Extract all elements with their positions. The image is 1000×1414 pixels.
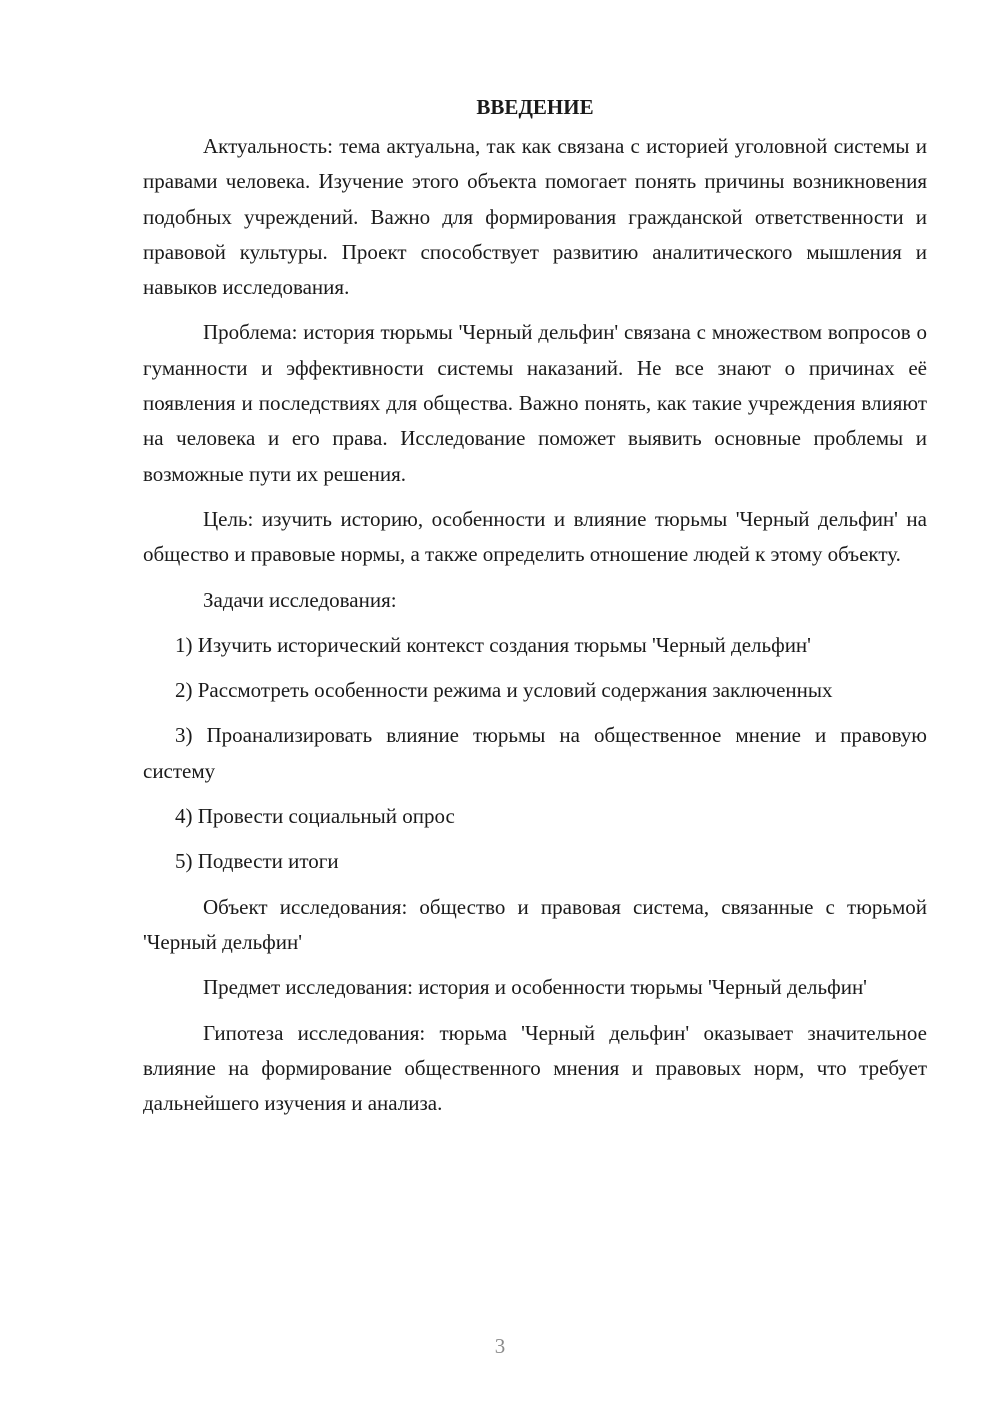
task-item-5: 5) Подвести итоги [175, 849, 339, 874]
task-item-4: 4) Провести социальный опрос [175, 804, 455, 829]
task-item-1: 1) Изучить исторический контекст создания тюрьмы 'Черный дельфин' [175, 632, 811, 657]
tasks-heading: Задачи исследования: [203, 587, 397, 612]
task-item-2: 2) Рассмотреть особенности режима и условий содержания заключенных [175, 678, 833, 703]
paragraph-hypothesis: Гипотеза исследования: тюрьма 'Черный дельфин' оказывает значительное влияние на формирование общественного мнения и правовых норм, что требует дальнейшего изучения и анализа. [143, 1020, 927, 1116]
paragraph-object: Объект исследования: общество и правовая система, связанные с тюрьмой 'Черный дельфин' [143, 894, 927, 954]
paragraph-subject: Предмет исследования: история и особенности тюрьмы 'Черный дельфин' [203, 975, 867, 1000]
page-number: 3 [494, 1334, 506, 1358]
paragraph-problem: Проблема: история тюрьмы 'Черный дельфин' связана с множеством вопросов о гуманности и эффективности системы наказаний. Не все знают о причинах её появления и последствиях для общества. Важно понять, как такие учреждения влияют на человека и его права. Исследование поможет выявить основные проблемы и возможные пути их решения. [143, 320, 927, 486]
task-item-3: 3) Проанализировать влияние тюрьмы на общественное мнение и правовую систему [143, 723, 927, 783]
document-page [143, 90, 927, 1131]
page-title: ВВЕДЕНИЕ [476, 95, 594, 119]
paragraph-relevance: Актуальность: тема актуальна, так как связана с историей уголовной системы и правами человека. Изучение этого объекта помогает понять причины возникновения подобных учреждений. Важно для формирования гражданской ответственности и правовой культуры. Проект способствует развитию аналитического мышления и навыков исследования. [143, 134, 927, 300]
paragraph-goal: Цель: изучить историю, особенности и влияние тюрьмы 'Черный дельфин' на общество и правовые нормы, а также определить отношение людей к этому объекту. [143, 506, 927, 567]
